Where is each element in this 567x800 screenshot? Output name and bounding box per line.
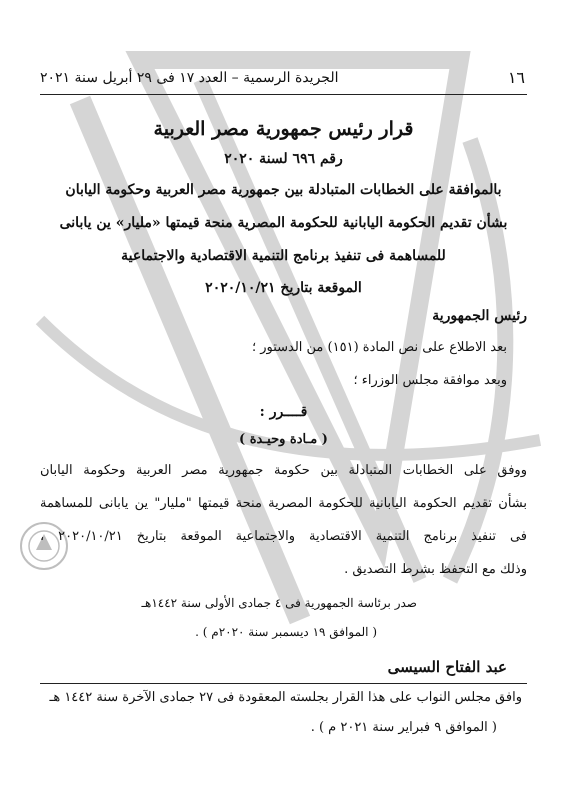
parliament-approval-line: وافق مجلس النواب على هذا القرار بجلسته المعقودة فى ٢٧ جمادى الآخرة سنة ١٤٤٢ هـ [49,690,522,705]
decree-subject-line-2: بشأن تقديم الحكومة اليابانية للحكومة المصرية منحة قيمتها «مليار» ين يابانى [59,215,508,231]
parliament-approval-date: ( الموافق ٩ فبراير سنة ٢٠٢١ م ) . [310,720,497,735]
article-text-line-1: ووفق على الخطابات المتبادلة بين حكومة جمهورية مصر العربية وحكومة اليابان [40,463,527,478]
page-header [40,68,525,87]
page-number: ١٦ [507,68,525,87]
decree-number: رقم ٦٩٦ لسنة ٢٠٢٠ [224,151,343,167]
decree-subject-line-3: للمساهمة فى تنفيذ برنامج التنمية الاقتصادية والاجتماعية [121,248,446,264]
issuer-heading: رئيس الجمهورية [432,308,527,324]
state-seal-image [18,520,70,572]
president-signature: عبد الفتاح السيسى [387,658,507,676]
gazette-reference: الجريدة الرسمية – العدد ١٧ فى ٢٩ أبريل سنة ٢٠٢١ [40,69,339,86]
gregorian-date-line: ( الموافق ١٩ ديسمبر سنة ٢٠٢٠م ) . [195,625,377,639]
preamble-line-1: بعد الاطلاع على نص المادة (١٥١) من الدستور ؛ [251,340,507,355]
decree-signing-date: الموقعة بتاريخ ٢٠٢٠/١٠/٢١ [205,280,362,296]
article-text-line-4: وذلك مع التحفظ بشرط التصديق . [344,562,527,577]
decree-title: قرار رئيس جمهورية مصر العربية [153,118,414,140]
decree-subject-line-1: بالموافقة على الخطابات المتبادلة بين جمهورية مصر العربية وحكومة اليابان [65,182,502,198]
article-text-line-2: بشأن تقديم الحكومة اليابانية للحكومة المصرية منحة قيمتها "مليار" ين يابانى للمساهمة [40,496,527,511]
decreed-heading: قــــرر : [259,404,308,420]
header-divider [40,94,527,95]
preamble-line-2: وبعد موافقة مجلس الوزراء ؛ [353,373,507,388]
issued-at-line: صدر برئاسة الجمهورية فى ٤ جمادى الأولى سنة ١٤٤٢هـ [141,596,417,610]
article-text-line-3: فى تنفيذ برنامج التنمية الاقتصادية والاجتماعية الموقعة بتاريخ ٢٠٢٠/١٠/٢١ ، [40,529,527,544]
footer-divider [40,683,527,684]
single-article-heading: ( مـادة وحيـدة ) [239,432,328,447]
